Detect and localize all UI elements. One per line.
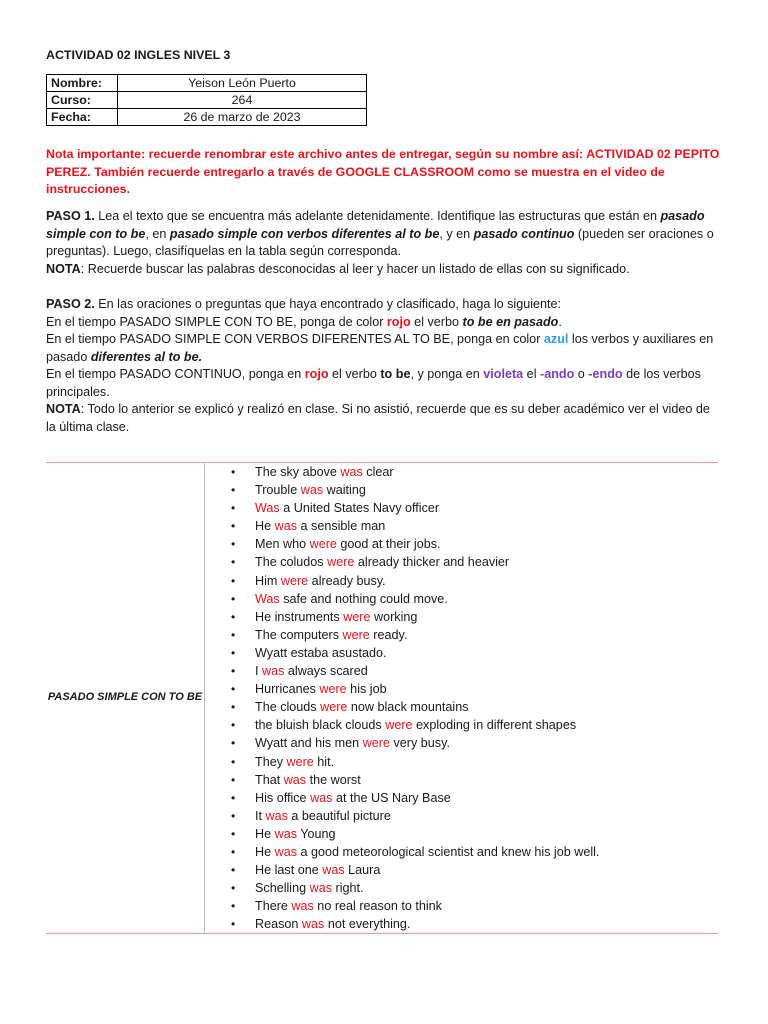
paso2-line1-text-2: el verbo [410,314,463,329]
paso2-line2-text-2: los verbos y auxiliares en pasado [46,332,714,364]
sentence-text-end: a sensible man [297,519,386,534]
ando-suffix: -ando [540,367,575,381]
past-to-be-verb: were [342,627,370,642]
paso2-paragraph [46,296,720,314]
sentence-text-end: safe and nothing could move. [279,591,448,606]
past-to-be-verb: was [274,519,298,534]
sentence-item [231,915,718,933]
category-label: PASADO SIMPLE CON TO BE [46,463,205,934]
sentence-item [231,843,718,861]
past-to-be-verb: were [343,609,371,624]
endo-suffix: -endo [588,367,623,381]
sentence-item [231,499,718,517]
sentence-text-end: at the US Nary Base [332,790,451,805]
paso2-nota [46,401,720,436]
paso2-line-2 [46,331,720,366]
bullet-icon: • [231,664,236,679]
past-to-be-verb: was [301,917,325,932]
past-to-be-verb: was [274,826,298,841]
sentence-text: They [255,754,287,769]
paso1-text-3: , y en [439,226,474,241]
sentence-item [231,680,718,698]
fecha-label: Fecha: [47,109,118,126]
bullet-icon: • [231,682,236,697]
classification-table [46,462,718,934]
bullet-icon: • [231,501,236,516]
paso1-nota [46,261,720,279]
sentence-item [231,572,718,590]
sentence-item [231,662,718,680]
bullet-icon: • [231,844,236,859]
sentence-text: The clouds [255,700,321,715]
paso2-line-3 [46,366,720,401]
nombre-label: Nombre: [47,75,118,92]
sentence-item [231,590,718,608]
past-to-be-verb: Was [255,591,280,606]
past-to-be-verb: was [265,808,288,823]
fecha-value: 26 de marzo de 2023 [118,109,367,126]
sentence-item [231,553,718,571]
bullet-icon: • [231,645,236,660]
past-to-be-verb: were [280,573,309,588]
paso2-nota-label: NOTA [46,402,81,416]
paso2-line1-text: En el tiempo PASADO SIMPLE CON TO BE, ponga de color [46,314,387,329]
past-to-be-verb: were [320,700,348,715]
paso1-text: Lea el texto que se encuentra más adelante detenidamente. Identifique las estructuras que están en [94,209,661,223]
sentence-text-end: good at their jobs. [336,537,441,552]
sentence-item [231,897,718,915]
paso2-line3-text-3: , y ponga en [410,367,484,381]
sentence-item [231,644,718,662]
sentence-text: There [255,899,292,914]
sentence-text-end: no real reason to think [313,899,442,914]
rojo-word: rojo [386,314,411,329]
sentence-text-end: Laura [344,863,381,878]
past-to-be-verb: was [274,844,298,859]
paso2-line-1 [46,314,720,332]
past-to-be-verb: were [319,682,347,697]
sentence-text: The computers [255,627,343,642]
sentence-item [231,753,718,771]
sentence-text: Wyatt and his men [255,736,363,751]
past-to-be-verb: were [362,736,390,751]
paso2-line3-text-2: el verbo [328,367,381,381]
sentence-text: Trouble [255,483,301,498]
past-to-be-verb: was [262,664,285,679]
sentence-text-end: the worst [306,772,361,787]
sentence-text-end: clear [362,465,394,479]
sentence-item [231,716,718,734]
sentence-text-end: working [370,609,418,624]
sentence-item [231,535,718,553]
sentence-text: It [255,808,266,823]
paso2-label: PASO 2. [46,297,95,311]
paso2-line2-term: diferentes al to be. [90,349,203,364]
paso1-term-1: pasado simple con to be [46,209,705,241]
violeta-word: violeta [483,367,524,381]
sentence-text-end: exploding in different shapes [412,718,577,733]
bullet-icon: • [231,483,236,498]
sentence-text: Him [255,573,281,588]
sentence-text: Wyatt estaba asustado. [255,645,387,660]
bullet-icon: • [231,772,236,787]
sentence-item [231,734,718,752]
bullet-icon: • [231,881,236,896]
sentence-item [231,807,718,825]
past-to-be-verb: was [340,465,363,479]
bullet-icon: • [231,790,236,805]
sentence-text: The sky above [255,465,341,479]
sentence-text: The coludos [255,555,328,570]
sentence-item [231,698,718,716]
instructions [46,208,720,436]
past-to-be-verb: were [327,555,355,570]
sentence-text-end: hit. [313,754,335,769]
sentence-text-end: a United States Navy officer [279,501,440,516]
paso2-line3-text-4: el [523,367,540,381]
sentence-item [231,626,718,644]
paso2-line3-text-5: o [574,367,589,381]
sentence-item [231,789,718,807]
paso1-nota-label: NOTA [46,261,81,276]
sentence-text-end: ready. [369,627,408,642]
sentence-text-end: a beautiful picture [287,808,391,823]
paso2-line3-text-6: de los verbos principales. [46,367,701,399]
sentence-item [231,879,718,897]
info-row-fecha [47,109,367,126]
sentence-text: I [255,664,262,679]
sentence-text-end: Young [297,826,336,841]
past-to-be-verb: was [322,863,345,878]
info-row-nombre [47,75,367,92]
past-to-be-verb: was [283,772,307,787]
paso1-term-3: pasado continuo [473,226,575,241]
curso-value: 264 [118,92,367,109]
sentence-text: He [255,844,275,859]
past-to-be-verb: was [300,483,324,498]
bullet-icon: • [231,863,236,878]
bullet-icon: • [231,718,236,733]
bullet-icon: • [231,537,236,552]
sentence-item [231,861,718,879]
sentence-text: Reason [255,917,302,932]
past-to-be-verb: was [291,899,314,914]
paso2-line1-term: to be en pasado [462,314,559,329]
sentence-item [231,517,718,535]
sentence-text-end: right. [332,881,364,896]
sentence-text: Hurricanes [255,682,320,697]
past-to-be-verb: were [309,537,337,552]
sentence-text: He [255,826,275,841]
sentence-item [231,481,718,499]
bullet-icon: • [231,754,236,769]
info-row-curso [47,92,367,109]
to-be-term: to be [380,367,411,381]
paso2-line1-end: . [558,314,562,329]
bullet-icon: • [231,573,236,588]
past-to-be-verb: was [310,790,333,805]
sentence-item [231,463,718,481]
past-to-be-verb: were [286,754,314,769]
bullet-icon: • [231,519,236,534]
sentence-list [205,463,718,933]
paso2-text: En las oraciones o preguntas que haya encontrado y clasificado, haga lo siguiente: [94,297,562,311]
past-to-be-verb: Was [255,501,280,516]
sentence-text-end: waiting [323,483,366,498]
bullet-icon: • [231,700,236,715]
bullet-icon: • [231,826,236,841]
paso1-text-4: (pueden ser oraciones o preguntas). Luego, clasifíquelas en la tabla según corresponda. [46,226,714,258]
sentence-text: He [255,519,275,534]
paso1-text-2: , en [145,226,170,241]
bullet-icon: • [231,917,236,932]
curso-label: Curso: [47,92,118,109]
past-to-be-verb: was [309,881,333,896]
sentence-text-end: not everything. [324,917,411,932]
bullet-icon: • [231,736,236,751]
bullet-icon: • [231,808,236,823]
bullet-icon: • [231,627,236,642]
sentence-text: His office [255,790,311,805]
sentence-text: That [255,772,284,787]
bullet-icon: • [231,555,236,570]
paso1-paragraph [46,208,720,261]
paso2-line3-text: En el tiempo PASADO CONTINUO, ponga en [46,367,305,381]
sentence-text: He last one [255,863,323,878]
document-title: ACTIVIDAD 02 INGLES NIVEL 3 [46,48,231,62]
sentence-text: Schelling [255,881,310,896]
student-info-table [46,74,367,126]
sentence-cell [205,463,719,934]
sentence-text-end: his job [346,682,387,697]
sentence-text: He instruments [255,609,344,624]
paso1-term-2: pasado simple con verbos diferentes al to be [169,226,440,241]
bullet-icon: • [231,591,236,606]
sentence-text: Men who [255,537,310,552]
important-note: Nota importante: recuerde renombrar este archivo antes de entregar, según su nombre así: ACTIVIDAD 02 PEPITO PEREZ. También recuerde entregarlo a través de GOOGLE CLASSROOM como se muestra en el video de instrucciones. [46,147,720,196]
bullet-icon: • [231,899,236,914]
paso2-nota-text: : Todo lo anterior se explicó y realizó en clase. Si no asistió, recuerde que es su deber académico ver el video de la última clase. [46,402,710,434]
sentence-text-end: now black mountains [347,700,469,715]
bullet-icon: • [231,609,236,624]
sentence-text: the bluish black clouds [255,718,386,733]
sentence-item [231,608,718,626]
nombre-value: Yeison León Puerto [118,75,367,92]
paso2-line2-text: En el tiempo PASADO SIMPLE CON VERBOS DIFERENTES AL TO BE, ponga en color [46,332,544,346]
rojo-word-2: rojo [304,367,329,381]
sentence-item [231,771,718,789]
sentence-text-end: very busy. [389,736,450,751]
past-to-be-verb: were [385,718,413,733]
category-row [46,463,718,934]
bullet-icon: • [231,465,236,479]
paso1-label: PASO 1. [46,209,95,223]
sentence-text-end: always scared [284,664,368,679]
azul-word: azul [543,332,569,346]
sentence-text-end: already thicker and heavier [354,555,510,570]
sentence-item [231,825,718,843]
sentence-text-end: a good meteorological scientist and knew his job well. [297,844,600,859]
paso1-nota-text: : Recuerde buscar las palabras desconocidas al leer y hacer un listado de ellas con su significado. [80,261,630,276]
sentence-text-end: already busy. [308,573,386,588]
